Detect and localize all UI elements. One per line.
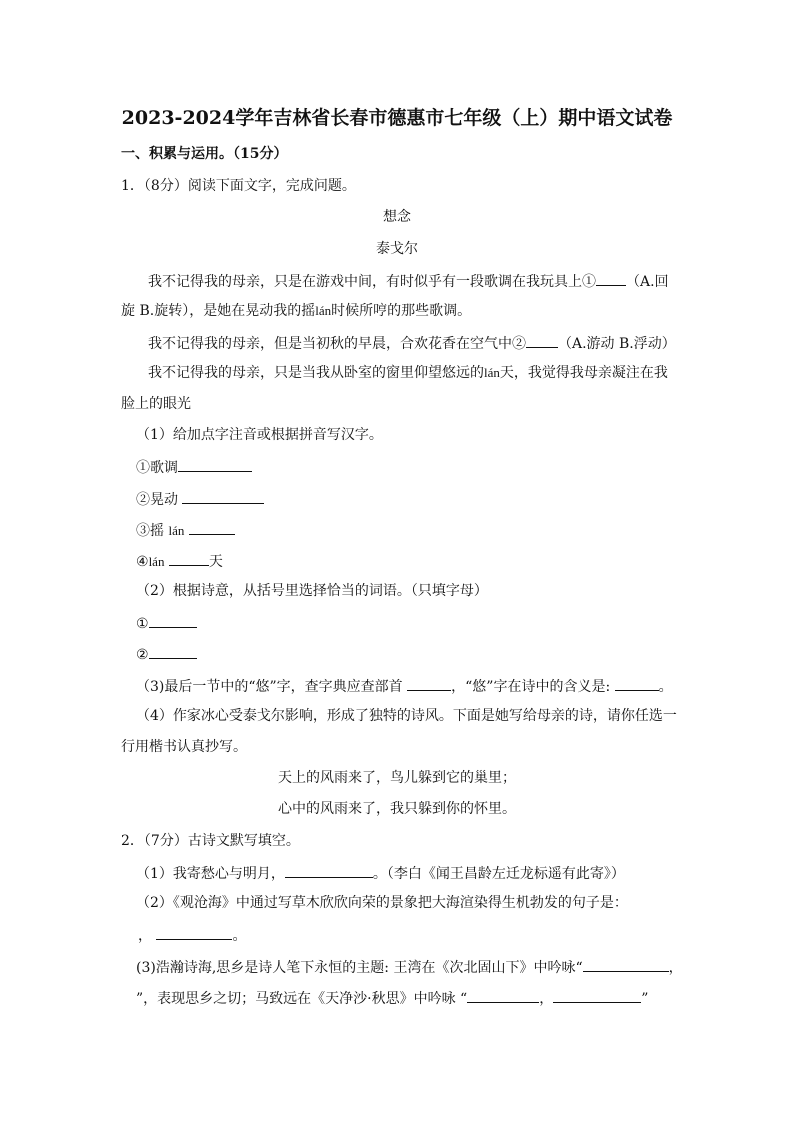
sub1-item-3	[136, 520, 235, 540]
q2-sub-1	[136, 863, 625, 883]
q2-sub-2-line-2	[138, 925, 246, 945]
q2-sub3-text-c: ”，表现思乡之切；马致远在《天净沙·秋思》中吟咏 “	[136, 991, 468, 1007]
answer-blank-q2-3a[interactable]	[583, 957, 669, 972]
poem-para-1-text-b: （A.回	[626, 274, 669, 290]
answer-blank-meaning[interactable]	[615, 676, 659, 691]
sub1-item-1-label: ①歌调	[136, 460, 178, 476]
answer-blank-sub2-2[interactable]	[149, 644, 197, 659]
answer-blank-q2-2[interactable]	[156, 925, 232, 940]
q2-sub-2-line-1: （2）《观沧海》中通过写草木欣欣向荣的景象把大海渲染得生机勃发的句子是：	[136, 895, 628, 911]
sub1-item-4-suffix: 天	[208, 554, 223, 570]
blank-1[interactable]	[596, 271, 626, 286]
poem-para-2	[148, 333, 676, 353]
sub-question-1: （1）给加点字注音或根据拼音写汉字。	[136, 427, 383, 443]
poem-para-2-text-a: 我不记得我的母亲，但是当初秋的早晨，合欢花香在空气中②	[148, 336, 526, 352]
sub1-item-2	[136, 489, 264, 509]
poem-para-3-text-b: 天，我觉得我母亲凝注在我	[499, 365, 668, 381]
sub-question-4-line-2: 行用楷书认真抄写。	[121, 739, 247, 755]
question-1-stem: 1．（8分）阅读下面文字，完成问题。	[121, 178, 356, 194]
poem-para-2-text-b: （A.游动 B.浮动）	[558, 336, 676, 352]
q2-sub1-text-b: 。（李白《闻王昌龄左迁龙标遥有此寄》）	[372, 866, 625, 882]
pinyin-lan-4: lán	[148, 554, 165, 569]
poem-para-3-text-a: 我不记得我的母亲，只是当我从卧室的窗里仰望悠远的	[148, 365, 484, 381]
q2-sub3-text-e: ”	[641, 991, 649, 1007]
pinyin-lan-2: lán	[484, 365, 500, 380]
pinyin-lan-3: lán	[168, 523, 185, 538]
q2-sub1-text-a: （1）我寄愁心与明月，	[136, 866, 285, 882]
sub3-text-b: ，“悠”字在诗中的含义是:	[451, 679, 611, 695]
blank-2[interactable]	[526, 333, 558, 348]
poem-para-1-text-d: 时候所哼的那些歌调。	[331, 303, 472, 319]
sub2-item-1	[136, 613, 197, 633]
sub-question-2: （2）根据诗意，从括号里选择恰当的词语。（只填字母）	[136, 583, 488, 599]
q2-sub2-comma: ，	[138, 928, 152, 944]
answer-blank-radical[interactable]	[407, 676, 451, 691]
q2-sub-3-line-1	[136, 957, 683, 977]
sub3-text-a: （3)最后一节中的“悠”字，查字典应查部首	[136, 679, 403, 695]
answer-blank-item-4[interactable]	[169, 551, 209, 566]
answer-blank-q2-1[interactable]	[285, 863, 373, 878]
poem-para-1-line-1	[148, 271, 669, 291]
sub2-item-2	[136, 644, 197, 664]
poem-para-3-line-2: 脸上的眼光	[121, 396, 191, 412]
sub1-item-4	[136, 551, 223, 571]
sub1-item-3-label: ③摇	[136, 523, 164, 539]
section-1-heading: 一、积累与运用。（15分）	[121, 146, 288, 162]
poem-title: 想念	[383, 209, 411, 225]
sub2-item-1-label: ①	[136, 616, 149, 632]
poem-para-1-line-2	[121, 302, 471, 320]
poem-para-1-text-a: 我不记得我的母亲，只是在游戏中间，有时似乎有一段歌调在我玩具上①	[148, 274, 596, 290]
poem-para-3-line-1	[148, 364, 668, 382]
sub1-item-1	[136, 457, 252, 477]
q2-sub3-text-b: ，	[668, 960, 683, 976]
answer-blank-item-2[interactable]	[182, 489, 264, 504]
sub1-item-4-label: ④	[136, 554, 149, 570]
poem-para-1-text-c: 旋 B.旋转），是她在晃动我的摇	[121, 303, 316, 319]
sub-question-4-line-1: （4）作家冰心受泰戈尔影响，形成了独特的诗风。下面是她写给母亲的诗，请你任选一	[136, 708, 677, 724]
answer-blank-item-1[interactable]	[178, 457, 252, 472]
bingxin-poem-line-1: 天上的风雨来了，鸟儿躲到它的巢里；	[278, 770, 516, 786]
answer-blank-item-3[interactable]	[189, 520, 235, 535]
q2-sub2-period: 。	[232, 928, 247, 944]
answer-blank-sub2-1[interactable]	[149, 613, 197, 628]
q2-sub3-text-d: ，	[539, 991, 554, 1007]
sub3-text-c: 。	[658, 679, 673, 695]
sub1-item-2-label: ②晃动	[136, 492, 178, 508]
pinyin-lan-1: lán	[315, 303, 332, 318]
sub2-item-2-label: ②	[136, 647, 149, 663]
question-2-stem: 2．（7分）古诗文默写填空。	[121, 833, 300, 849]
q2-sub-3-line-2	[136, 988, 648, 1008]
answer-blank-q2-3c[interactable]	[553, 988, 641, 1003]
answer-blank-q2-3b[interactable]	[467, 988, 539, 1003]
poem-author: 泰戈尔	[376, 241, 418, 257]
q2-sub3-text-a: (3)浩瀚诗海,思乡是诗人笔下永恒的主题: 王湾在《次北固山下》中吟咏“	[136, 960, 583, 976]
exam-title: 2023-2024学年吉林省长春市德惠市七年级（上）期中语文试卷	[121, 107, 673, 129]
bingxin-poem-line-2: 心中的风雨来了，我只躲到你的怀里。	[278, 801, 516, 817]
sub-question-3	[136, 676, 673, 696]
